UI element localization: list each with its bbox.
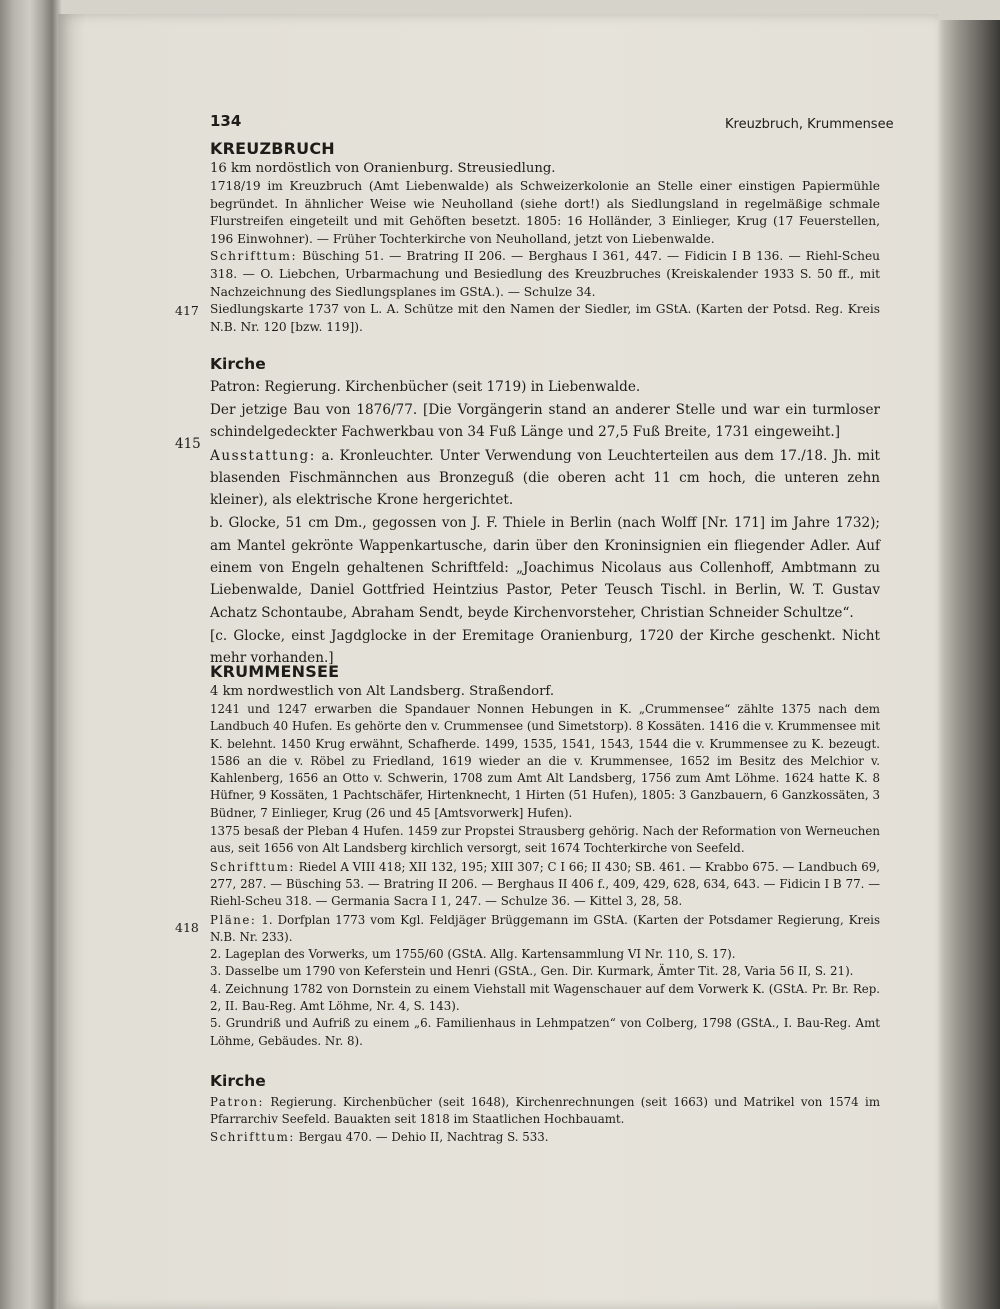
literature-text: Bergau 470. — Dehio II, Nachtrag S. 533. xyxy=(298,1129,549,1144)
margin-reference: 418 xyxy=(175,920,199,935)
kreuzbruch-church-section xyxy=(210,353,880,670)
church-heading: Kirche xyxy=(210,355,266,373)
patron-paragraph xyxy=(210,378,880,397)
literature-paragraph xyxy=(210,1129,880,1146)
literature-label: Schrifttum: xyxy=(210,1129,295,1144)
section-title: KREUZBRUCH xyxy=(210,139,335,158)
plan-text: 1. Dorfplan 1773 vom Kgl. Feldjäger Brüggemann im GStA. (Karten der Potsdamer Regierung, Kreis N.B. Nr. 233). xyxy=(210,912,881,944)
margin-reference: 415 xyxy=(175,436,201,452)
map-note-paragraph: Siedlungskarte 1737 von L. A. Schütze mit den Namen der Siedler, im GStA. (Karten der Potsd. Reg. Kreis N.B. Nr. 120 [bzw. 119]). xyxy=(210,302,880,334)
running-title: Kreuzbruch, Krummensee xyxy=(725,117,894,132)
plan-paragraph: 3. Dasselbe um 1790 von Keferstein und Henri (GStA., Gen. Dir. Kurmark, Ämter Tit. 28, Varia 56 II, S. 21). xyxy=(210,964,854,979)
literature-text: Büsching 51. — Bratring II 206. — Berghaus I 361, 447. — Fidicin I B 136. — Riehl-Scheu 318. — O. Liebchen, Urbarmachung und Besiedlung des Kreuzbruches (Kreiskalender 1933 S. 50 ff., mit Nachzeichnung des Siedlungsplanes im GStA.). — Schulze 34. xyxy=(210,249,881,299)
patron-text: Regierung. Kirchenbücher (seit 1648), Kirchenrechnungen (seit 1663) und Matrikel von 1574 im Pfarrarchiv Seefeld. Bauakten seit 1818 im Staatlichen Hochbauamt. xyxy=(210,1095,881,1127)
plan-paragraph: 4. Zeichnung 1782 von Dornstein zu einem Viehstall mit Wagenschauer auf dem Vorwerk K. (GStA. Pr. Br. Rep. 2, II. Bau-Reg. Amt Löhme, Nr. 4, S. 143). xyxy=(210,981,880,1014)
literature-paragraph xyxy=(210,248,880,301)
church-heading: Kirche xyxy=(210,1072,266,1090)
page-number: 134 xyxy=(210,112,242,130)
location-line: 16 km nordöstlich von Oranienburg. Streusiedlung. xyxy=(210,161,556,176)
history-paragraph: 1375 besaß der Pleban 4 Hufen. 1459 zur Propstei Strausberg gehörig. Nach der Reformation von Werneuchen aus, seit 1656 von Alt Landsberg kirchlich versorgt, seit 1674 Tochterkirche von Seefeld. xyxy=(210,824,880,856)
furnishing-a-text: a. Kronleuchter. Unter Verwendung von Leuchterteilen aus dem 17./18. Jh. mit blasenden Fischmännchen aus Bronzeguß (die oberen acht 11 cm hoch, die unteren zehn kleiner), als elektrische Krone hergerichtet. xyxy=(210,447,881,509)
furnishing-b-paragraph: b. Glocke, 51 cm Dm., gegossen von J. F. Thiele in Berlin (nach Wolff [Nr. 171] im Jahre 1732); am Mantel gekrönte Wappenkartusche, darin über den Kroninsignien ein fliegender Adler. Auf einem von Engeln gehaltenen Schriftfeld: „Joachimus Nicolaus aus Collenhoff, Ambtmann zu Liebenwalde, Daniel Gottfried Heintzius Pastor, Peter Teusch Tischl. in Berlin, W. T. Gustav Achatz Schontaube, Abraham Sendt, beyde Kirchenvorsteher, Christian Schneider Schultze“. xyxy=(210,515,880,621)
section-title: KRUMMENSEE xyxy=(210,662,340,681)
margin-reference: 417 xyxy=(175,303,199,318)
location-line: 4 km nordwestlich von Alt Landsberg. Straßendorf. xyxy=(210,684,555,699)
literature-paragraph xyxy=(210,859,880,911)
plans-label: Pläne: xyxy=(210,912,257,927)
literature-label: Schrifttum: xyxy=(210,249,298,264)
patron-label: Patron: xyxy=(210,1095,264,1109)
building-paragraph: Der jetzige Bau von 1876/77. [Die Vorgängerin stand an anderer Stelle und war ein turmloser schindelgedeckter Fachwerkbau von 34 Fuß Länge und 27,5 Fuß Breite, 1731 eingeweiht.] xyxy=(210,402,880,441)
book-page-edges xyxy=(938,20,1000,1309)
patron-text: Regierung. Kirchenbücher (seit 1719) in Liebenwalde. xyxy=(264,379,641,395)
history-paragraph: 1718/19 im Kreuzbruch (Amt Liebenwalde) als Schweizerkolonie an Stelle einer einstigen Papiermühle begründet. In ähnlicher Weise wie Neuholland (siehe dort!) als Siedlungsland in regelmäßige schmale Flurstreifen eingeteilt und mit Gehöften besetzt. 1805: 16 Holländer, 3 Einlieger, Krug (17 Feuerstellen, 196 Einwohner). — Früher Tochterkirche von Neuholland, jetzt von Liebenwalde. xyxy=(210,179,880,246)
literature-label: Schrifttum: xyxy=(210,859,295,874)
literature-text: Riedel A VIII 418; XII 132, 195; XIII 307; C I 66; II 430; SB. 461. — Krabbo 675. — Landbuch 69, 277, 287. — Büsching 53. — Bratring II 206. — Berghaus II 406 f., 409, 429, 628, 634, 643. — Fidicin I B 77. — Riehl-Scheu 318. — Germania Sacra I 1, 247. — Schulze 36. — Kittel 3, 28, 58. xyxy=(210,859,880,909)
patron-label: Patron: xyxy=(210,379,261,395)
kreuzbruch-section xyxy=(210,139,880,336)
krummensee-church-section xyxy=(210,1070,880,1146)
plan-paragraph: 5. Grundriß und Aufriß zu einem „6. Familienhaus in Lehmpatzen“ von Colberg, 1798 (GStA., I. Bau-Reg. Amt Löhme, Gebäudes. Nr. 8). xyxy=(210,1016,880,1048)
furnishing-a-paragraph xyxy=(210,445,880,512)
plan-paragraph: 2. Lageplan des Vorwerks, um 1755/60 (GStA. Allg. Kartensammlung VI Nr. 110, S. 17). xyxy=(210,947,736,962)
patron-paragraph xyxy=(210,1094,880,1129)
plan-paragraph xyxy=(210,912,880,947)
furnishing-c-paragraph: [c. Glocke, einst Jagdglocke in der Eremitage Oranienburg, 1720 der Kirche geschenkt. Nicht mehr vorhanden.] xyxy=(210,627,880,667)
history-paragraph: 1241 und 1247 erwarben die Spandauer Nonnen Hebungen in K. „Crummensee“ zählte 1375 nach dem Landbuch 40 Hufen. Es gehörte den v. Crummensee (und Simetstorp). 8 Kossäten. 1416 die v. Krummensee mit K. belehnt. 1450 Krug erwähnt, Schafherde. 1499, 1535, 1541, 1543, 1544 die v. Krummensee zu K. bezeugt. 1586 an die v. Röbel zu Friedland, 1619 wieder an die v. Krummensee, 1652 im Besitz des Melchior v. Kahlenberg, 1656 an Otto v. Schwerin, 1708 zum Amt Alt Landsberg, 1756 zum Amt Löhme. 1624 hatte K. 8 Hüfner, 9 Kossäten, 1 Pachtschäfer, Hirtenknecht, 1 Hirten (51 Hufen), 1805: 3 Ganzbauern, 6 Ganzkossäten, 3 Büdner, 7 Einlieger, Krug (26 und 45 [Amtsvorwerk] Hufen). xyxy=(210,702,880,820)
furnishing-label: Ausstattung: xyxy=(210,447,316,464)
krummensee-section xyxy=(210,662,880,1050)
